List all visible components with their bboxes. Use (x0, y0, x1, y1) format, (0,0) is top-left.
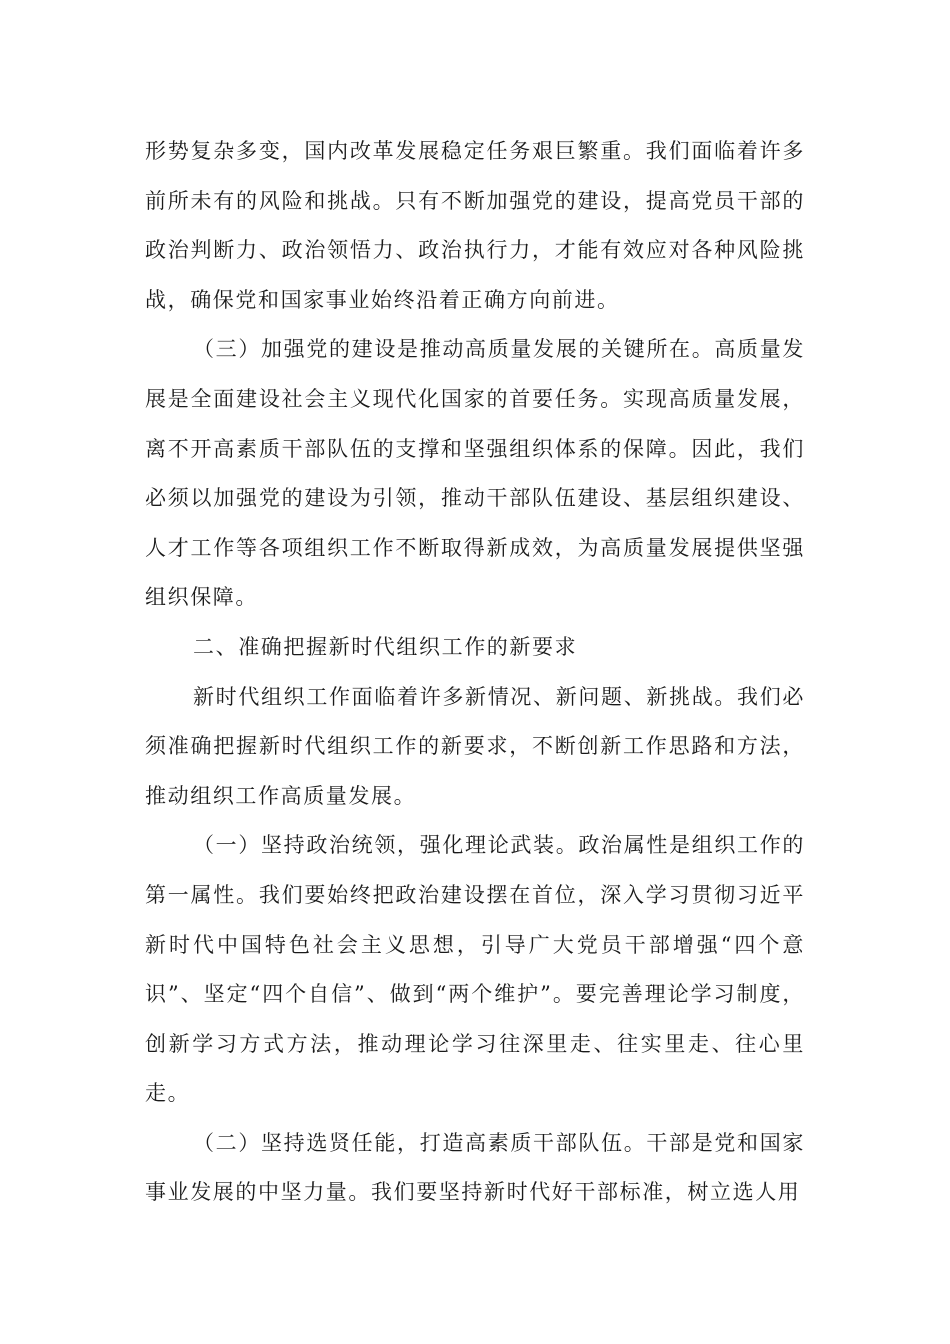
paragraph-5: （二）坚持选贤任能，打造高素质干部队伍。干部是党和国家事业发展的中坚力量。我们要坚持新时代好干部标准，树立选人用 (145, 1130, 805, 1205)
section-heading: 二、准确把握新时代组织工作的新要求 (193, 634, 578, 659)
paragraph-1: 形势复杂多变，国内改革发展稳定任务艰巨繁重。我们面临着许多前所未有的风险和挑战。只有不断加强党的建设，提高党员干部的政治判断力、政治领悟力、政治执行力，才能有效应对各种风险挑战，确保党和国家事业始终沿着正确方向前进。 (145, 139, 805, 312)
paragraph-4: （一）坚持政治统领，强化理论武装。政治属性是组织工作的第一属性。我们要始终把政治建设摆在首位，深入学习贯彻习近平新时代中国特色社会主义思想，引导广大党员干部增强“四个意识”、坚定“四个自信”、做到“两个维护”。要完善理论学习制度，创新学习方式方法，推动理论学习往深里走、往实里走、往心里走。 (145, 833, 805, 1106)
paragraph-3: 新时代组织工作面临着许多新情况、新问题、新挑战。我们必须准确把握新时代组织工作的新要求，不断创新工作思路和方法，推动组织工作高质量发展。 (145, 684, 805, 808)
document-body (145, 127, 805, 1218)
paragraph-2: （三）加强党的建设是推动高质量发展的关键所在。高质量发展是全面建设社会主义现代化国家的首要任务。实现高质量发展，离不开高素质干部队伍的支撑和坚强组织体系的保障。因此，我们必须以加强党的建设为引领，推动干部队伍建设、基层组织建设、人才工作等各项组织工作不断取得新成效，为高质量发展提供坚强组织保障。 (145, 337, 805, 610)
